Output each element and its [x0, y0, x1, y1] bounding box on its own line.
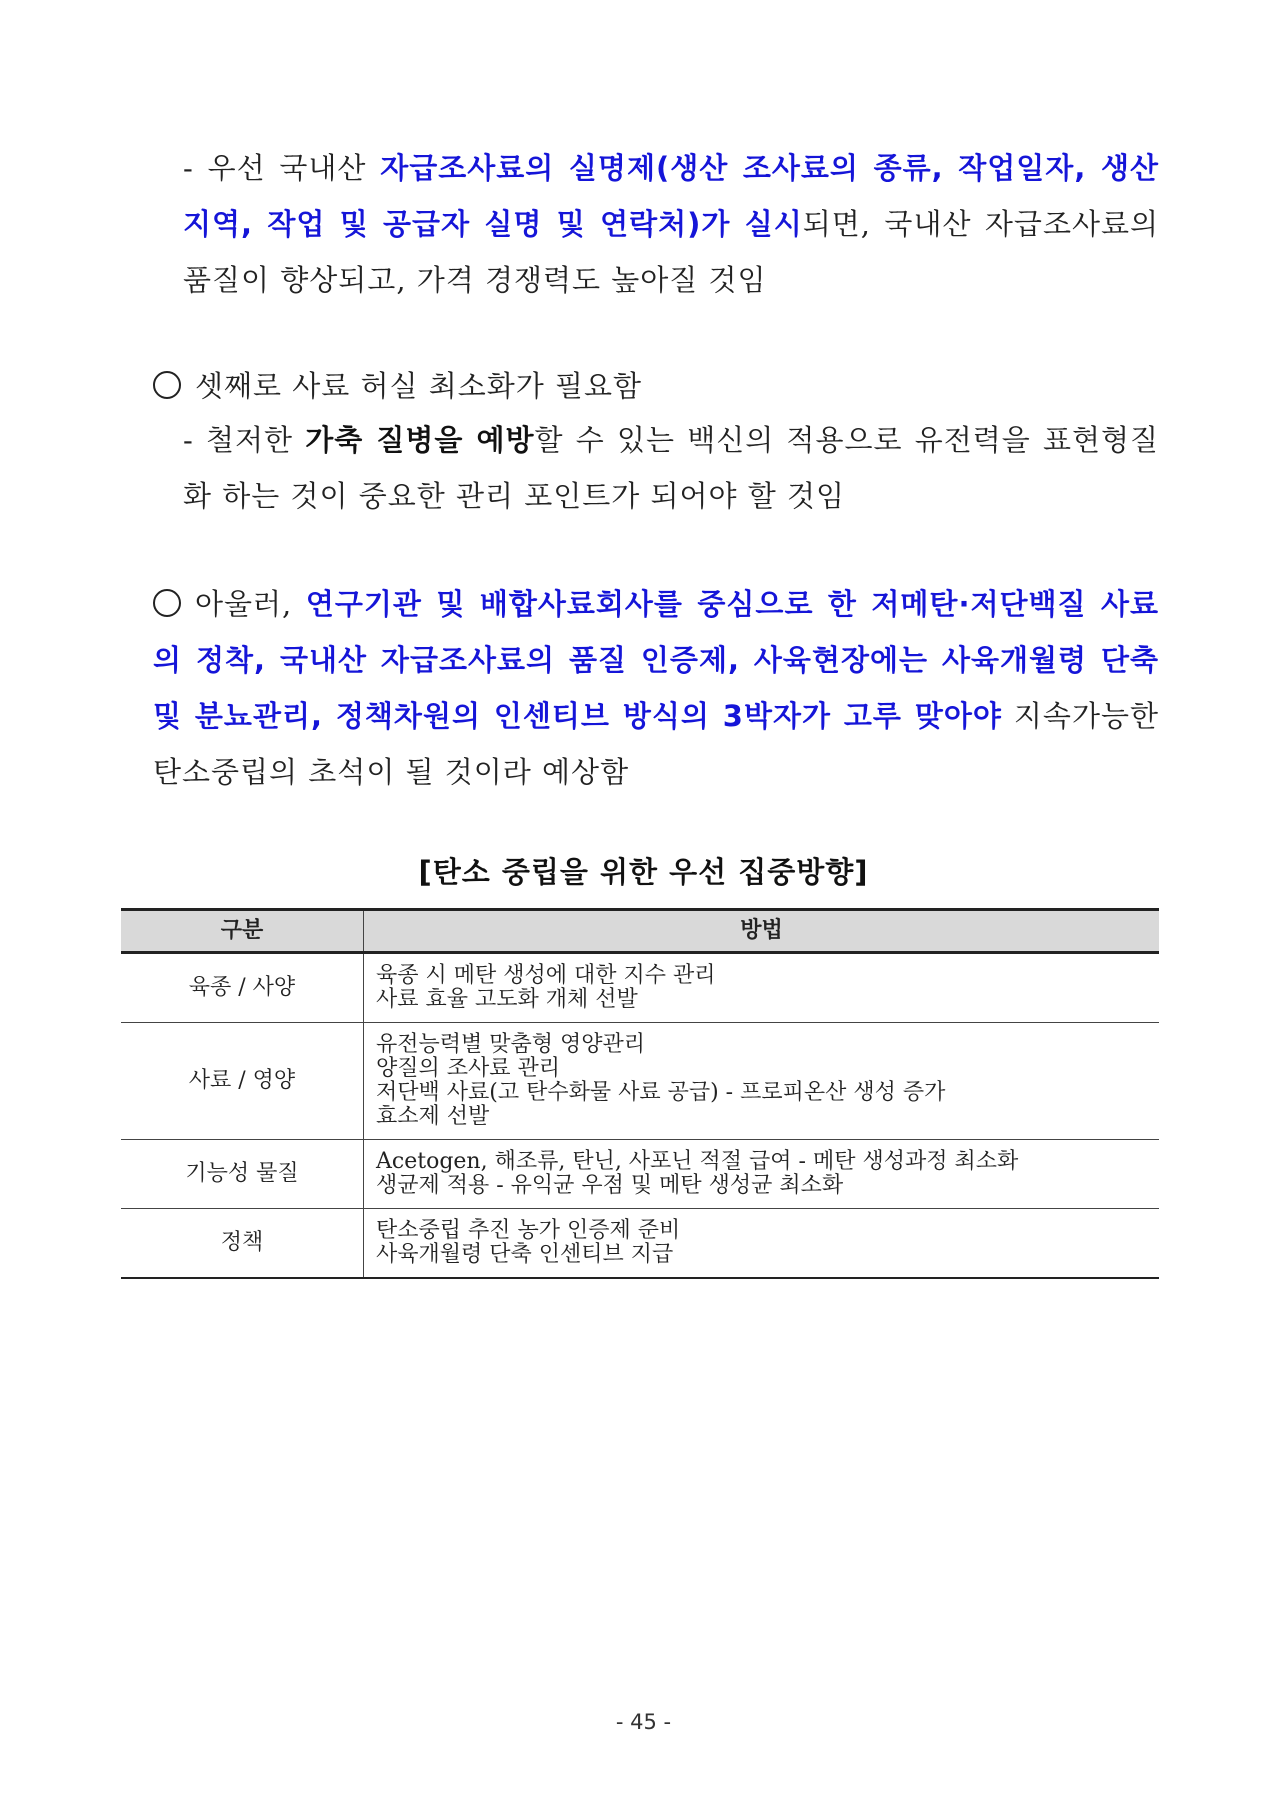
- row-category: 육종 / 사양: [121, 953, 364, 1023]
- table-row: [121, 1023, 1159, 1140]
- table-row: [121, 953, 1159, 1023]
- circle-bullet-icon: [153, 589, 181, 617]
- table-row: [121, 1140, 1159, 1209]
- section2-heading: 셋째로 사료 허실 최소화가 필요함: [195, 369, 643, 403]
- row-items: [364, 1209, 1160, 1279]
- row-item: Acetogen, 해조류, 탄닌, 사포닌 적절 급여 - 메탄 생성과정 최소화: [376, 1149, 1019, 1174]
- header-category: 구분: [121, 910, 364, 953]
- table-row: [121, 1209, 1159, 1279]
- row-item: 생균제 적용 - 유익균 우점 및 메탄 생성균 최소화: [376, 1173, 844, 1198]
- bullet-paragraph-1: [183, 140, 1159, 308]
- page-number: - 45 -: [615, 1710, 672, 1734]
- para2-lead: 철저한: [206, 423, 294, 457]
- row-category: 기능성 물질: [121, 1140, 364, 1209]
- row-item: 양질의 조사료 관리: [376, 1056, 561, 1081]
- dash-marker: -: [183, 151, 194, 185]
- row-items: [364, 1023, 1160, 1140]
- row-item: 탄소중립 추진 농가 인증제 준비: [376, 1218, 681, 1243]
- dash-marker: -: [183, 423, 194, 457]
- para3-lead: 아울러,: [195, 587, 293, 621]
- section-paragraph-3: [153, 576, 1159, 800]
- row-item: 효소제 선발: [376, 1104, 490, 1129]
- table-header-row: [121, 910, 1159, 953]
- row-category: 사료 / 영양: [121, 1023, 364, 1140]
- para1-lead: 우선 국내산: [207, 151, 367, 185]
- para3-highlight: 연구기관 및 배합사료회사를 중심으로 한 저메탄·저단백질 사료의 정착, 국내산 자급조사료의 품질 인증제, 사육현장에는 사육개월령 단축 및 분뇨관리, 정책차원의 인센티브 방식의 3박자가 고루 맞아야: [153, 587, 1160, 733]
- table-title: [탄소 중립을 위한 우선 집중방향]: [418, 855, 869, 889]
- para1-highlight: 자급조사료의 실명제(생산 조사료의 종류, 작업일자, 생산지역, 작업 및 공급자 실명 및 연락처)가 실시: [183, 151, 1160, 241]
- row-item: 유전능력별 맞춤형 영양관리: [376, 1032, 646, 1057]
- row-items: [364, 953, 1160, 1023]
- row-item: 육종 시 메탄 생성에 대한 지수 관리: [376, 963, 716, 988]
- circle-bullet-icon: [153, 371, 181, 399]
- row-category: 정책: [121, 1209, 364, 1279]
- row-item: 저단백 사료(고 탄수화물 사료 공급) - 프로피온산 생성 증가: [376, 1080, 946, 1105]
- row-items: [364, 1140, 1160, 1209]
- header-method: 방법: [364, 910, 1160, 953]
- para2-tail: 할 수 있는 백신의 적용으로 유전력을 표현형질화 하는 것이 중요한 관리 포인트가 되어야 할 것임: [183, 423, 1160, 513]
- para2-highlight: 가축 질병을 예방: [305, 423, 535, 457]
- para1-tail: 되면, 국내산 자급조사료의 품질이 향상되고, 가격 경쟁력도 높아질 것임: [183, 207, 1160, 297]
- para3-tail: 지속가능한 탄소중립의 초석이 될 것이라 예상함: [153, 699, 1159, 789]
- row-item: 사료 효율 고도화 개체 선발: [376, 987, 638, 1012]
- row-item: 사육개월령 단축 인센티브 지급: [376, 1242, 674, 1267]
- strategy-table: [121, 908, 1159, 1279]
- bullet-paragraph-2: [183, 412, 1159, 524]
- section-heading-2: [153, 358, 1159, 414]
